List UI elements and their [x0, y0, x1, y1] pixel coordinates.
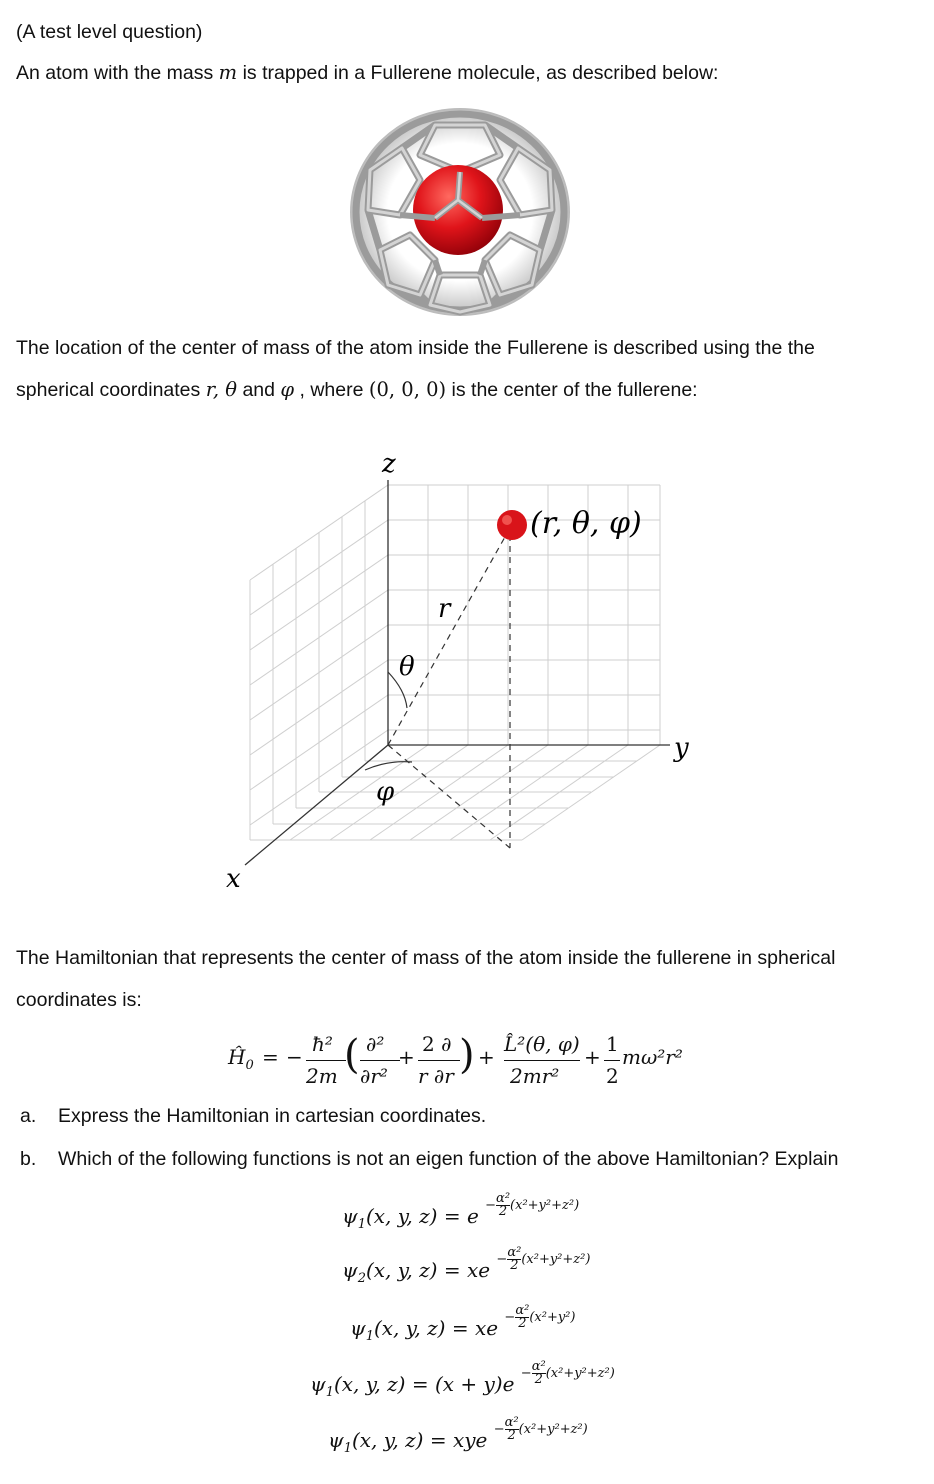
z-axis-label: z	[382, 449, 396, 479]
spherical-coordinates-diagram	[200, 440, 720, 900]
y-axis-label: y	[674, 733, 689, 763]
question-b: b. Which of the following functions is not an eigen function of the above Hamiltonian? Explain	[20, 1148, 839, 1170]
wavefunction-5: $\psi_1(x$, y, z) = xye $^{- \frac{\text{α²}}{2} (x^2+y^2+z^2)}$	[328, 1415, 588, 1456]
hamiltonian-line-1: The Hamiltonian that represents the center of mass of the atom inside the fullerene in spherical	[16, 947, 836, 969]
phi-arc	[365, 762, 412, 770]
phi-label: φ	[376, 777, 395, 807]
question-tag: (A test level question)	[16, 21, 203, 43]
hamiltonian-equation: $Ĥ_0$ = − ħ² 2m ( ∂² ∂r² + 2 ∂ r ∂r ) + L̂²(θ, φ) 2mr² + 1 2 mω²r²	[228, 1032, 683, 1088]
r-label: r	[438, 594, 451, 624]
atom-point	[497, 510, 527, 540]
wavefunction-3: $\psi_1(x$, y, z) = xe $^{- \frac{\text{α²}}{2} (x^2+y^2)}$	[350, 1303, 576, 1344]
location-line-1: The location of the center of mass of the atom inside the Fullerene is described using the the	[16, 337, 815, 359]
point-coordinates-label: (r, θ, φ)	[530, 506, 642, 541]
fullerene-molecule-image	[340, 100, 580, 325]
wavefunction-1: $\psi_1(x$, y, z) = e $^{- \frac{\text{α²}}{2} (x^2+y^2+z^2)}$	[342, 1191, 580, 1232]
question-a: a. Express the Hamiltonian in cartesian coordinates.	[20, 1105, 487, 1127]
wavefunction-4: $\psi_1(x$, y, z) = (x + y)e $^{- \frac{\text{α²}}{2} (x^2+y^2+z^2)}$	[310, 1359, 615, 1400]
wavefunction-2: $\psi_2(x$, y, z) = xe $^{- \frac{\text{α²}}{2} (x^2+y^2+z^2)}$	[342, 1245, 591, 1286]
theta-label: θ	[399, 652, 415, 682]
x-axis-label: x	[226, 864, 241, 894]
location-line-2: spherical coordinates r, θ and φ , where (0, 0, 0) is the center of the fullerene:	[16, 378, 698, 401]
hamiltonian-line-2: coordinates is:	[16, 989, 142, 1011]
intro-line: An atom with the mass m is trapped in a Fullerene molecule, as described below:	[16, 61, 719, 84]
